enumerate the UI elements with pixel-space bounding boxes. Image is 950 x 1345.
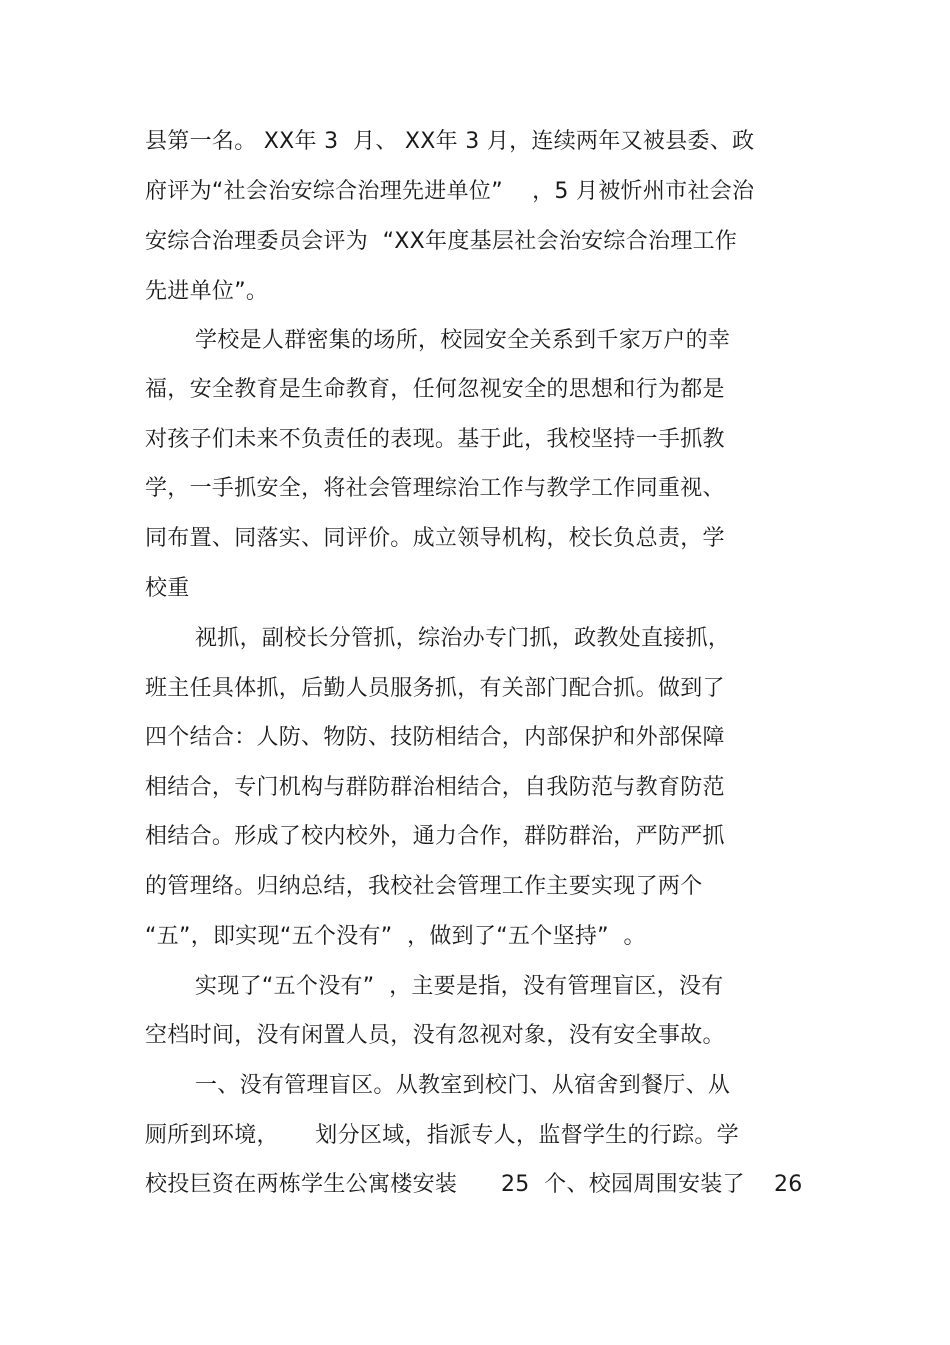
text-line: 府评为“社会治安综合治理先进单位” ，5 月被忻州市社会治 (145, 179, 755, 204)
text-line: 福，安全教育是生命教育，任何忽视安全的思想和行为都是 (145, 377, 725, 402)
text-line: 厕所到环境， 划分区域，指派专人，监督学生的行踪。学 (145, 1123, 739, 1148)
text-line: 班主任具体抓，后勤人员服务抓，有关部门配合抓。做到了 (145, 676, 725, 701)
paragraph-first-line: 一、没有管理盲区。从教室到校门、从宿舍到餐厅、从 (195, 1073, 731, 1098)
text-line: 相结合。形成了校内校外，通力合作，群防群治，严防严抓 (145, 824, 725, 849)
paragraph-first-line: 视抓，副校长分管抓，综治办专门抓，政教处直接抓， (195, 626, 731, 651)
paragraph-first-line: 实现了“五个没有” ，主要是指，没有管理盲区，没有 (195, 974, 724, 999)
text-line: 同布置、同落实、同评价。成立领导机构，校长负总责，学 (145, 526, 725, 551)
text-line: 相结合，专门机构与群防群治相结合，自我防范与教育防范 (145, 775, 725, 800)
text-line: 先进单位”。 (145, 279, 269, 304)
text-line: 空档时间，没有闲置人员，没有忽视对象，没有安全事故。 (145, 1023, 725, 1048)
text-line: “五”，即实现“五个没有” ，做到了“五个坚持” 。 (145, 924, 646, 949)
text-line: 的管理络。归纳总结，我校社会管理工作主要实现了两个 (145, 874, 703, 899)
text-line: 学，一手抓安全，将社会管理综治工作与教学工作同重视、 (145, 476, 725, 501)
text-line: 校重 (145, 576, 190, 601)
text-line: 对孩子们未来不负责任的表现。基于此，我校坚持一手抓教 (145, 427, 725, 452)
paragraph-first-line: 学校是人群密集的场所，校园安全关系到千家万户的幸 (195, 328, 731, 353)
text-line: 安综合治理委员会评为 “XX年度基层社会治安综合治理工作 (145, 229, 738, 254)
text-line: 校投巨资在两栋学生公寓楼安装 25 个、校园周围安装了 26 (145, 1172, 803, 1197)
text-line: 县第一名。 XX年 3 月、 XX年 3 月，连续两年又被县委、政 (145, 129, 755, 154)
text-line: 四个结合：人防、物防、技防相结合，内部保护和外部保障 (145, 725, 725, 750)
